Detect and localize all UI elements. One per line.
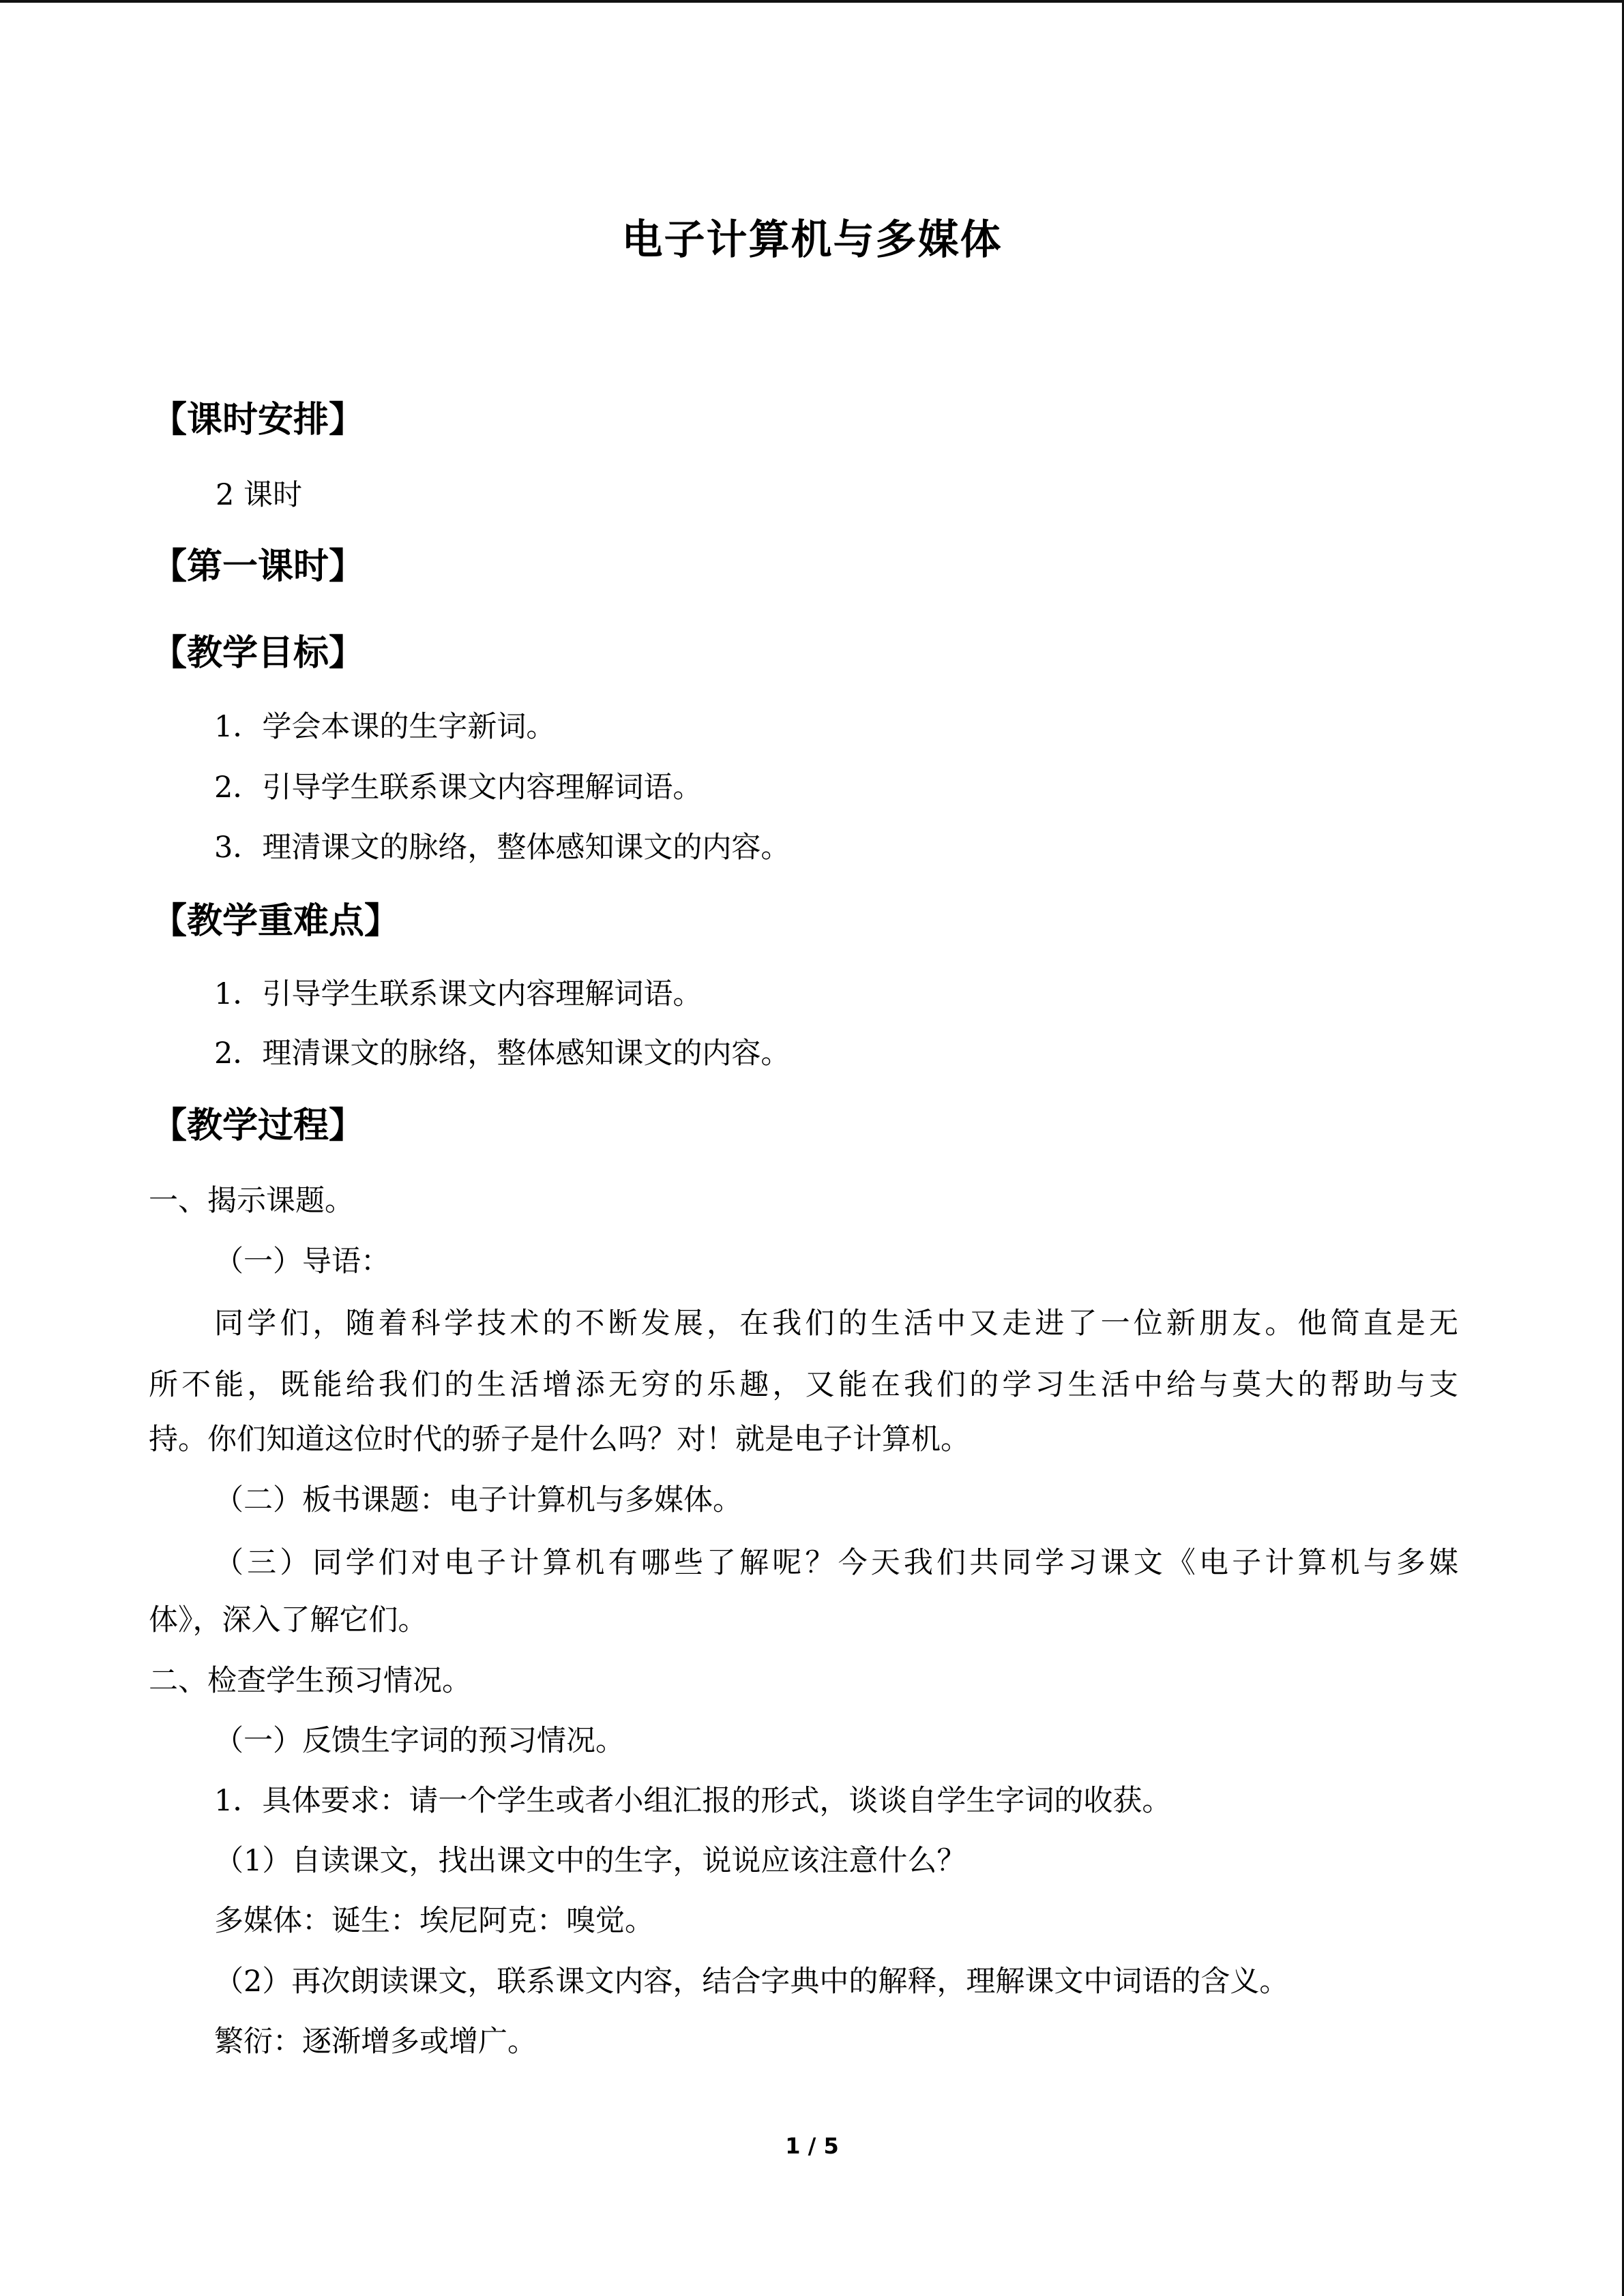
step2-words: 多媒体：诞生：埃尼阿克：嗅觉。 <box>214 1904 654 1938</box>
page-number: 1 / 5 <box>785 2133 839 2159</box>
schedule-text: 2 课时 <box>216 478 303 512</box>
heading-process: 【教学过程】 <box>151 1105 365 1146</box>
objective-item: 2．引导学生联系课文内容理解词语。 <box>214 771 703 805</box>
step2-question-2: （2）再次朗读课文，联系课文内容，结合字典中的解释，理解课文中词语的含义。 <box>214 1965 1289 1999</box>
step1-title: 一、揭示课题。 <box>149 1184 354 1218</box>
step2-title: 二、检查学生预习情况。 <box>149 1664 471 1698</box>
heading-objectives: 【教学目标】 <box>151 633 365 674</box>
page-top-border <box>0 0 1624 3</box>
step2-requirement: 1．具体要求：请一个学生或者小组汇报的形式，谈谈自学生字词的收获。 <box>214 1784 1172 1818</box>
step2-sub1: （一）反馈生字词的预习情况。 <box>214 1724 625 1758</box>
heading-first-lesson: 【第一课时】 <box>151 546 365 587</box>
step1-sub2: （二）板书课题：电子计算机与多媒体。 <box>214 1483 742 1517</box>
step1-intro-line: 持。你们知道这位时代的骄子是什么吗？对！就是电子计算机。 <box>149 1422 970 1457</box>
objective-item: 1．学会本课的生字新词。 <box>214 710 556 744</box>
key-point-item: 2．理清课文的脉络，整体感知课文的内容。 <box>214 1037 791 1071</box>
heading-schedule: 【课时安排】 <box>151 400 365 441</box>
step1-sub1: （一）导语： <box>214 1244 390 1279</box>
step1-sub3-line: （三）同学们对电子计算机有哪些了解呢？今天我们共同学习课文《电子计算机与多媒 <box>214 1546 1458 1580</box>
objective-item: 3．理清课文的脉络，整体感知课文的内容。 <box>214 831 791 865</box>
heading-key-points: 【教学重难点】 <box>151 901 400 942</box>
step1-intro-line: 所不能，既能给我们的生活增添无穷的乐趣，又能在我们的学习生活中给与莫大的帮助与支 <box>149 1368 1458 1402</box>
step1-intro-line: 同学们，随着科学技术的不断发展，在我们的生活中又走进了一位新朋友。他简直是无 <box>214 1307 1458 1341</box>
key-point-item: 1．引导学生联系课文内容理解词语。 <box>214 977 703 1011</box>
step2-question-1: （1）自读课文，找出课文中的生字，说说应该注意什么？ <box>214 1844 966 1878</box>
step1-sub3-line: 体》，深入了解它们。 <box>149 1603 428 1637</box>
step2-definition: 繁衍：逐渐增多或增广。 <box>214 2025 537 2059</box>
document-title: 电子计算机与多媒体 <box>621 216 1003 264</box>
